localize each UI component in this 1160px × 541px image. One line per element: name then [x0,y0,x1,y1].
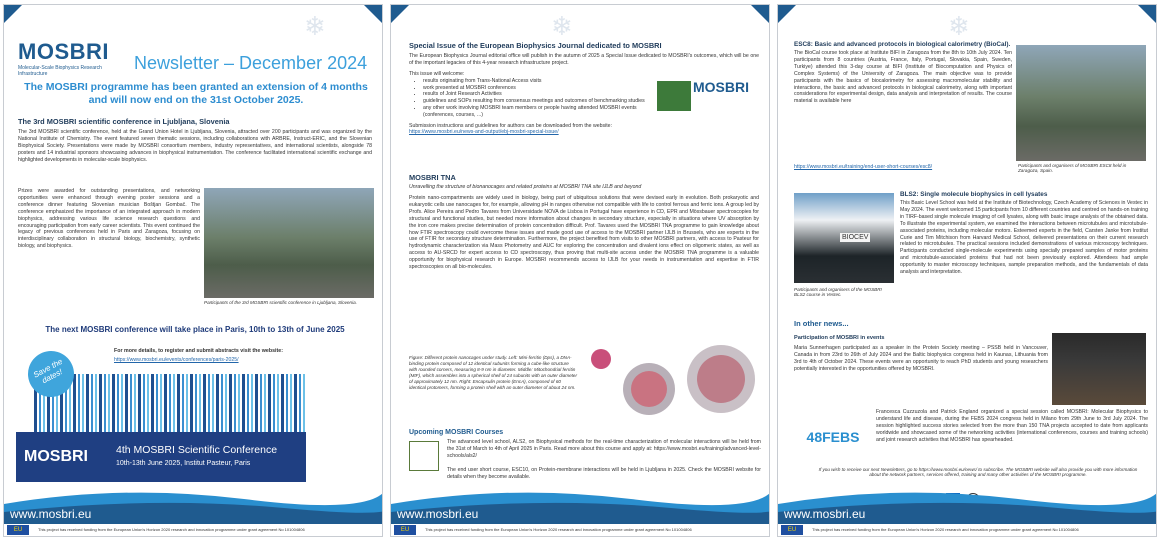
closing-note: If you wish to receive our next Newsletters, go to https://www.mosbri.eu/news/ to subscribe. The MOSBRI website will also provide you with more information about the network partners, services offered, training and many other activities of the MOSBRI programme. [818,467,1138,477]
corner-decoration [4,5,22,23]
banner-title: 4th MOSBRI Scientific Conference [116,444,278,456]
corner-decoration [391,5,409,23]
corner-decoration [364,5,382,23]
section-title: The 3rd MOSBRI scientific conference in Ljubljana, Slovenia [18,117,230,126]
corner-decoration [778,5,796,23]
corner-decoration [1138,5,1156,23]
section-title: The next MOSBRI conference will take place in Paris, 10th to 13th of June 2025 [45,325,345,334]
section-text: Prizes were awarded for outstanding presentations, and networking opportunities were enhanced through evening poster sessions and a conference dinner featuring Slovenian musician Boštjan Gombač. The conference emphasized the importance of an integrated approach in modern biophysics, addressing various life science research questions and encouraging participation from early career scientists. This event continued the legacy of previous conferences held in Paris and Zaragoza, focusing on interdisciplinary collaboration in structural biology, biochemistry, synthetic biology, and biophysics. [18,188,200,250]
section-text: The 3rd MOSBRI scientific conference, held at the Grand Union Hotel in Ljubljana, Slovenia, attracted over 200 participants and was organized by the National Institute of Chemistry. The event featured seven thematic sessions, including collaborations with ARBRE, Instruct-ERIC, and the Slovenian Biophysical Society. Presentations were made by MOSBRI consortium members, industry representatives, and international scientists, alongside 78 posters and 14 industrial sponsors showcasing advances in biophysical instrumentation. The conference facilitated international scientific exchange and highlighted developments in molecular-scale biophysics. [18,129,372,163]
bls2-group-photo [794,193,894,283]
section-text: This issue will welcome: [409,70,465,77]
section-title: ESC8: Basic and advanced protocols in biological calorimetry (BioCal). [794,41,1011,48]
funding-note: This project has received funding from the European Union's Horizon 2020 research and innovation programme under grant agreement No 101004806 [778,524,1156,536]
footer-logo: MOSBRI [713,492,753,503]
extension-headline: The MOSBRI programme has been granted an extension of 4 months and will now end on the 31st October 2025. [24,81,368,106]
section-subtitle: Participation of MOSBRI in events [794,335,885,341]
section-text: Maria Sunnerhagen participated as a speaker in the Protein Society meeting – PSSB held in Vancouver, Canada in from 23rd to 26th of July 2024 and the Baltic biophysics congress held in Kaunas, Lithuania from 3rd to 4th of October 2024. These events were an opportunity to reach PhD students and young researchers potentially interested in the opportunities offered by MOSBRI. [794,345,1048,372]
photo-caption: Participants and organisers of the MOSBRI BLS2 course in Vestec. [794,287,882,297]
section-text: Francesca Cuzzuzola and Patrick England organized a special session called MOSBRI: Molecular Biophysics to understand life and disease, during the FEBS 2024 congress held in Milano from 29th June to 3rd July 2024. The session highlighted success stories selected from the more than 150 TNA projects accepted to date from applicants worldwide and showcased some of the networking activities (international conferences, courses and training schools) and joint research activities that MOSBRI has spearheaded. [876,409,1148,443]
esc8-section [794,41,1012,171]
snowflake-icon: ❄ [304,11,326,41]
figure-caption: Figure: Different protein nanocages under study. Left: Mini-ferritin (Dps), a DNA-binding protein composed of 12 identical subunits forming a cube-like structure with rounded corners, measuring 8-9 nm in diameter. Middle: Mitochondrial ferritin (MtF), which assembles into a spherical shell of 24 subunits with an outer diameter of approximately 12 nm. Right: Encapsulin protein (EncA), composed of 60 identical protomers, forming a protein shell with an outer diameter of about 24 nm. [409,355,578,390]
newsletter-page-1 [3,4,383,537]
banner-stripes [34,374,306,434]
tna-section [409,173,759,191]
mosbri-logo: MOSBRI Molecular-Scale Biophysics Research Infrastructure [18,39,109,77]
snowflake-icon: ❄ [551,11,573,41]
save-the-date-badge: Save the dates! [20,343,82,405]
eu-flag-icon: EU [394,525,416,535]
section-title: MOSBRI TNA [409,173,456,182]
section-title: BLS2: Single molecule biophysics in cell lysates [900,191,1048,198]
section-text: The end user short course, ESC10, on Protein-membrane interactions will be held in Ljubljana in 2025. Check the MOSBRI website for details when they become available. [447,467,761,480]
section-text: The BioCal course took place at Institute BIFI in Zaragoza from the 8th to 10th July 2024. Ten participants from 8 countries (Austria, France, Italy, Portugal, Slovakia, Spain, Sweden, Turkiye) attended this 3-day course at BIFI (Institute of Biocomputation and Physics of Complex Systems) of the University of Zaragoza. The main objective was to provide participants with the basics of biocalorimetry for assessing macromolecular stability and interactions, the basic and advanced protocols in biological calorimetry, along with important considerations for experimental design, data analysis and interpretation of results. The course material is available here [794,50,1012,105]
list-item: • work presented at MOSBRI conferences [423,85,649,92]
banner-bar: MOSBRI 4th MOSBRI Scientific Conference 10th-13th June 2025, Institut Pasteur, Paris [16,432,306,482]
photo-caption: Participants of the 3rd MOSBRI scientific conference in Ljubljana, Slovenia. [204,300,357,305]
course-icon [409,441,439,471]
section-text: For more details, to register and submit abstracts visit the website: [114,348,283,354]
section-title: Upcoming MOSBRI Courses [409,429,504,436]
section-text: This Basic Level School was held at the Institute of Biotechnology, Czech Academy of Sciences in Vestec in May 2024. The event welcomed 15 participants from 10 different countries and centred on hands-on training in TIRF-based single molecule imaging of cell lysates, along with basic image analysis of the obtained data. To illustrate the experimental system, we examined the interactions between microtubules and microtubule-associated proteins, including molecular motors. Esteemed experts in the field, Carsten Janke from Institut Curie and Tim Mitchison from Harvard Medical School, delivered presentations on their current research related to microtubules. The practical sessions included demonstrations of various microscopy techniques. Participants conducted single-molecule experiments using specially prepared samples of motor proteins and microtubule-associated proteins that had not been previously explored. Attendees had ample opportunity to master microscopy techniques, sample preparation methods, and the fundamentals of data analysis and interpretation. [900,200,1148,276]
esc8-group-photo [1016,45,1146,161]
banner-date: 10th-13th June 2025, Institut Pasteur, Paris [116,460,251,467]
newsletter-title: Newsletter – December 2024 [134,53,368,73]
footer-logo: MOSBRI [326,492,366,503]
funding-note: This project has received funding from the European Union's Horizon 2020 research and innovation programme under grant agreement No 101004806 [4,524,382,536]
newsletter-page-2 [390,4,770,537]
list-item: • results of Joint Research Activities [423,91,649,98]
corner-decoration [751,5,769,23]
journal-cover [657,81,691,111]
website-link[interactable]: www.mosbri.eu [784,507,866,521]
funding-note: This project has received funding from the European Union's Horizon 2020 research and innovation programme under grant agreement No 101004806 [391,524,769,536]
conference-link[interactable]: https://www.mosbri.eu/events/conferences/paris-2025/ [114,357,239,363]
website-link[interactable]: www.mosbri.eu [397,507,479,521]
photo-caption: Participants and organisers of MOSBRI ESC8 held in Zaragoza, Spain. [1018,163,1127,173]
section-text: Submission instructions and guidelines for authors can be downloaded from the website: [409,122,613,129]
list-item: • guidelines and SOPs resulting from consensus meetings and outcomes of benchmarking studies [423,98,649,105]
section-text: The European Biophysics Journal editorial office will publish in the autumn of 2025 a Special Issue dedicated to MOSBRI's outcomes, which will be one of the important legacies of this 4-year research infrastructure project. [409,53,759,66]
eu-flag-icon: EU [7,525,29,535]
issue-list [409,78,649,119]
ebj-link[interactable]: https://www.mosbri.eu/news-and-output/ebj-mosbri-special-issue/ [409,129,559,136]
mini-logo: MOSBRI [693,79,749,95]
newsletter-page-3 [777,4,1157,537]
section-subtitle: Unravelling the structure of bionanocages and related proteins at MOSBRI TNA site IJLB and beyond [409,184,642,190]
list-item: • results originating from Trans-National Access visits [423,78,649,85]
snowflake-icon: ❄ [948,11,970,41]
section-text: Protein nano-compartments are widely used in biology, being part of ubiquitous solutions that were devised early in evolution. Both prokaryotic and eukaryotic cells use nanocages for, for example, allowing pH in ranges otherwise not compatible with life to control ferrous and ferric ions. A group led by Profs. Alice Pereira and Pedro Tavares from Universidade NOVA de Lisboa in Portugal have experience in CD, EPR and Mössbauer spectroscopies for structural and functional studies, but needed more information about changes in secondary structure, especially in situations where UV absorption by the iron core makes precise determination of protein concentration difficult. Prof. Tavares used the MOSBRI TNA programme to gain knowledge about how FTIR spectroscopy could overcome these issues and made good use of access to the MOSBRI partner IJLB in Brussels, who are experts in the use of FTIR for secondary structure determination. Furthermore, the project benefited from visits to other MOSBRI partners, with access to Pasteur for hydrodynamic characterization via Mass Photometry and AUC for exploring the concentration and divalent ions effect on oligomeric states, as well as access to AU-SRCD for expert access to CD spectroscopy, thus proving that multi-site access under the MOSBRI TNA programme is a valuable opportunity for biophysical research in Europe. MOSBRI recommends access to IJLB for your needs in instrumentation and expertise in FTIR spectroscopies on all bio-molecules. [409,195,759,271]
section-title: Special Issue of the European Biophysics Journal dedicated to MOSBRI [409,41,662,50]
section-title: In other news... [794,319,849,328]
list-item: • any other work involving MOSBRI team members or people having attended MOSBRI events (conferences, courses, ...) [423,105,649,119]
section-text: The advanced level school, ALS2, on Biophysical methods for the real-time characterization of molecular interactions will be held from the 31st of March to 4th of April 2025 in Paris. Read more about this course and apply at: https://www.mosbri.eu/training/advanced-level-schools/als2/ [447,439,761,459]
building-sign: BIOCEV [842,234,869,241]
febs-logo: 48FEBS [806,429,860,445]
esc8-link[interactable]: https://www.mosbri.eu/training/end-user-short-courses/esc8/ [794,164,933,170]
website-link[interactable]: www.mosbri.eu [10,507,92,521]
conference-section [18,117,372,164]
bls2-section [900,191,1148,318]
speaker-photo [1052,333,1146,405]
footer-logo: MOSBRI [1100,492,1140,503]
eu-flag-icon: EU [781,525,803,535]
nanocage-figure [587,331,763,431]
conference-group-photo [204,188,374,298]
